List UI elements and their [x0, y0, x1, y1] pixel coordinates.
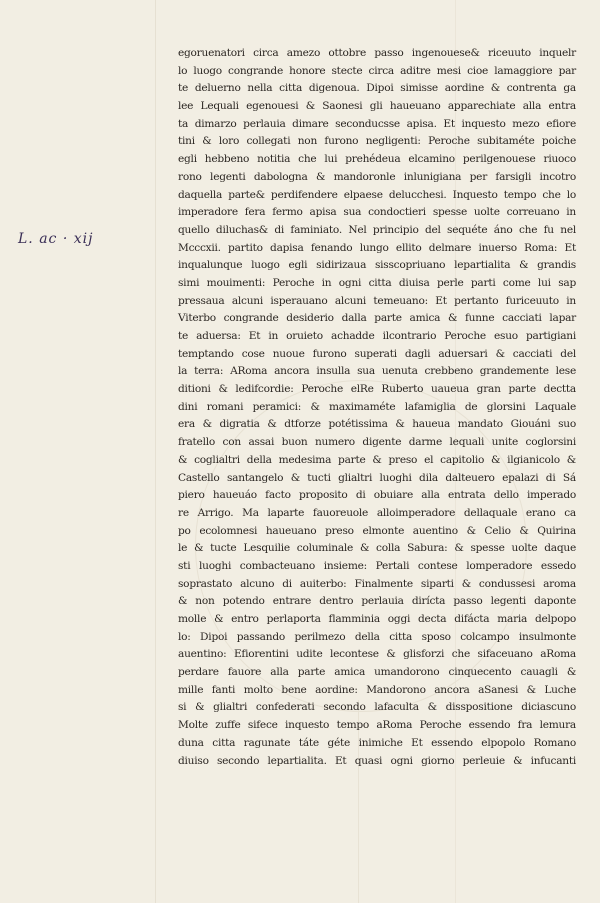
text-line: le & tucte Lesquilie columinale & colla Sabura: & spesse uolte daque: [178, 542, 576, 555]
text-line: duna citta ragunate táte géte inimiche Et essendo elpopolo Romano: [178, 736, 576, 749]
text-line: Castello santangelo & tucti glialtri luoghi dila dalteuero epalazi di Sá: [178, 471, 576, 484]
text-line: egoruenatori circa amezo ottobre passo ingenouese& riceuuto inquelr: [178, 47, 576, 59]
text-line: egli hebbeno notitia che lui prehédeua elcamino perilgenouese riuoco: [178, 153, 576, 166]
text-line: perdare fauore alla parte amica umandorono cinquecento cauagli &: [178, 666, 576, 679]
text-line: po ecolomnesi haueuano preso elmonte auentino & Celio & Quirina: [178, 524, 576, 537]
text-line: pressaua alcuni isperauano alcuni temeuano: Et pertanto furiceuuto in: [178, 294, 576, 307]
text-line: Molte zuffe sifece inquesto tempo aRoma Peroche essendo fra lemura: [178, 719, 576, 732]
text-line: te deluerno nella citta digenoua. Dipoi simisse aordine & contrenta ga: [178, 82, 576, 95]
text-line: sti luoghi combacteuano insieme: Pertali contese lomperadore essedo: [178, 559, 576, 572]
text-line: te aduersa: Et in oruieto achadde ilcontrario Peroche esuo partigiani: [178, 330, 576, 342]
text-line: molle & entro perlaporta flamminia oggi decta difácta maria delpopo: [178, 613, 576, 625]
text-line: temptando cose nuoue furono superati dagli aduersari & cacciati del: [178, 347, 576, 360]
text-line: lo luogo congrande honore stecte circa aditre mesi cioe lamaggiore par: [178, 64, 576, 77]
text-line: Mcccxii. partito dapisa fenando lungo ellito delmare inuerso Roma: Et: [178, 241, 576, 254]
text-line: Viterbo congrande desiderio dalla parte amica & funne cacciati lapar: [178, 312, 576, 325]
margin-note: L. ac · xij: [18, 231, 94, 247]
text-line: piero haueuáo facto proposito di obuiare alla entrata dello imperado: [178, 489, 576, 502]
text-line: imperadore fera fermo apisa sua condoctieri spesse uolte correuano in: [178, 206, 576, 219]
text-line: ta dimarzo perlauia dimare seconducsse apisa. Et inquesto mezo efiore: [178, 117, 576, 130]
text-line: rono legenti dabologna & mandoronle inlunigiana per farsigli incotro: [178, 170, 576, 183]
text-line: simi mouimenti: Peroche in ogni citta diuisa perle parti come lui sap: [178, 276, 576, 289]
text-line: si & glialtri confederati secondo lafaculta & disspositione diciascuno: [178, 701, 576, 714]
text-line: inqualunque luogo egli sidirizaua sisscopriuano lepartialita & grandis: [178, 259, 576, 272]
text-line: quello diluchas& di faminiato. Nel principio del sequéte áno che fu nel: [178, 223, 576, 236]
text-line: era & digratia & dtforze potétissima & haueua mandato Giouáni suo: [178, 418, 576, 431]
text-line: dini romani peramici: & maximaméte lafamiglia de glorsini Laquale: [178, 400, 576, 413]
text-line: daquella parte& perdifendere elpaese delucchesi. Inquesto tempo che lo: [178, 188, 576, 201]
paper-fold-line: [155, 0, 156, 903]
text-line: lee Lequali egenouesi & Saonesi gli haueuano apparechiate alla entra: [178, 100, 576, 113]
text-line: ditioni & ledifcordie: Peroche elRe Ruberto uaueua gran parte dectta: [178, 383, 576, 396]
text-block: [178, 45, 576, 770]
text-line: soprastato alcuno di auiterbo: Finalmente siparti & condussesi aroma: [178, 577, 576, 590]
text-line: re Arrigo. Ma laparte fauoreuole alloimperadore dellaquale erano ca: [178, 506, 576, 519]
text-line: mille fanti molto bene aordine: Mandorono ancora aSanesi & Luche: [178, 683, 576, 696]
text-line: & coglialtri della medesima parte & preso el capitolio & ilgianicolo &: [178, 453, 576, 466]
text-line: tini & loro collegati non furono negligenti: Peroche subitaméte poiche: [178, 135, 576, 148]
text-line: diuiso secondo lepartialita. Et quasi ogni giorno perleuie & infucanti: [178, 754, 576, 767]
text-line: la terra: ARoma ancora insulla sua uenuta crebbeno grandemente lese: [178, 365, 576, 378]
text-line: auentino: Efiorentini udite lecontese & glisforzi che sifaceuano aRoma: [178, 648, 576, 661]
text-line: lo: Dipoi passando perilmezo della citta sposo colcampo insulmonte: [178, 630, 576, 643]
text-line: & non potendo entrare dentro perlauia dirícta passo legenti daponte: [178, 595, 576, 608]
text-line: fratello con assai buon numero digente darme lequali unite coglorsini: [178, 436, 576, 449]
